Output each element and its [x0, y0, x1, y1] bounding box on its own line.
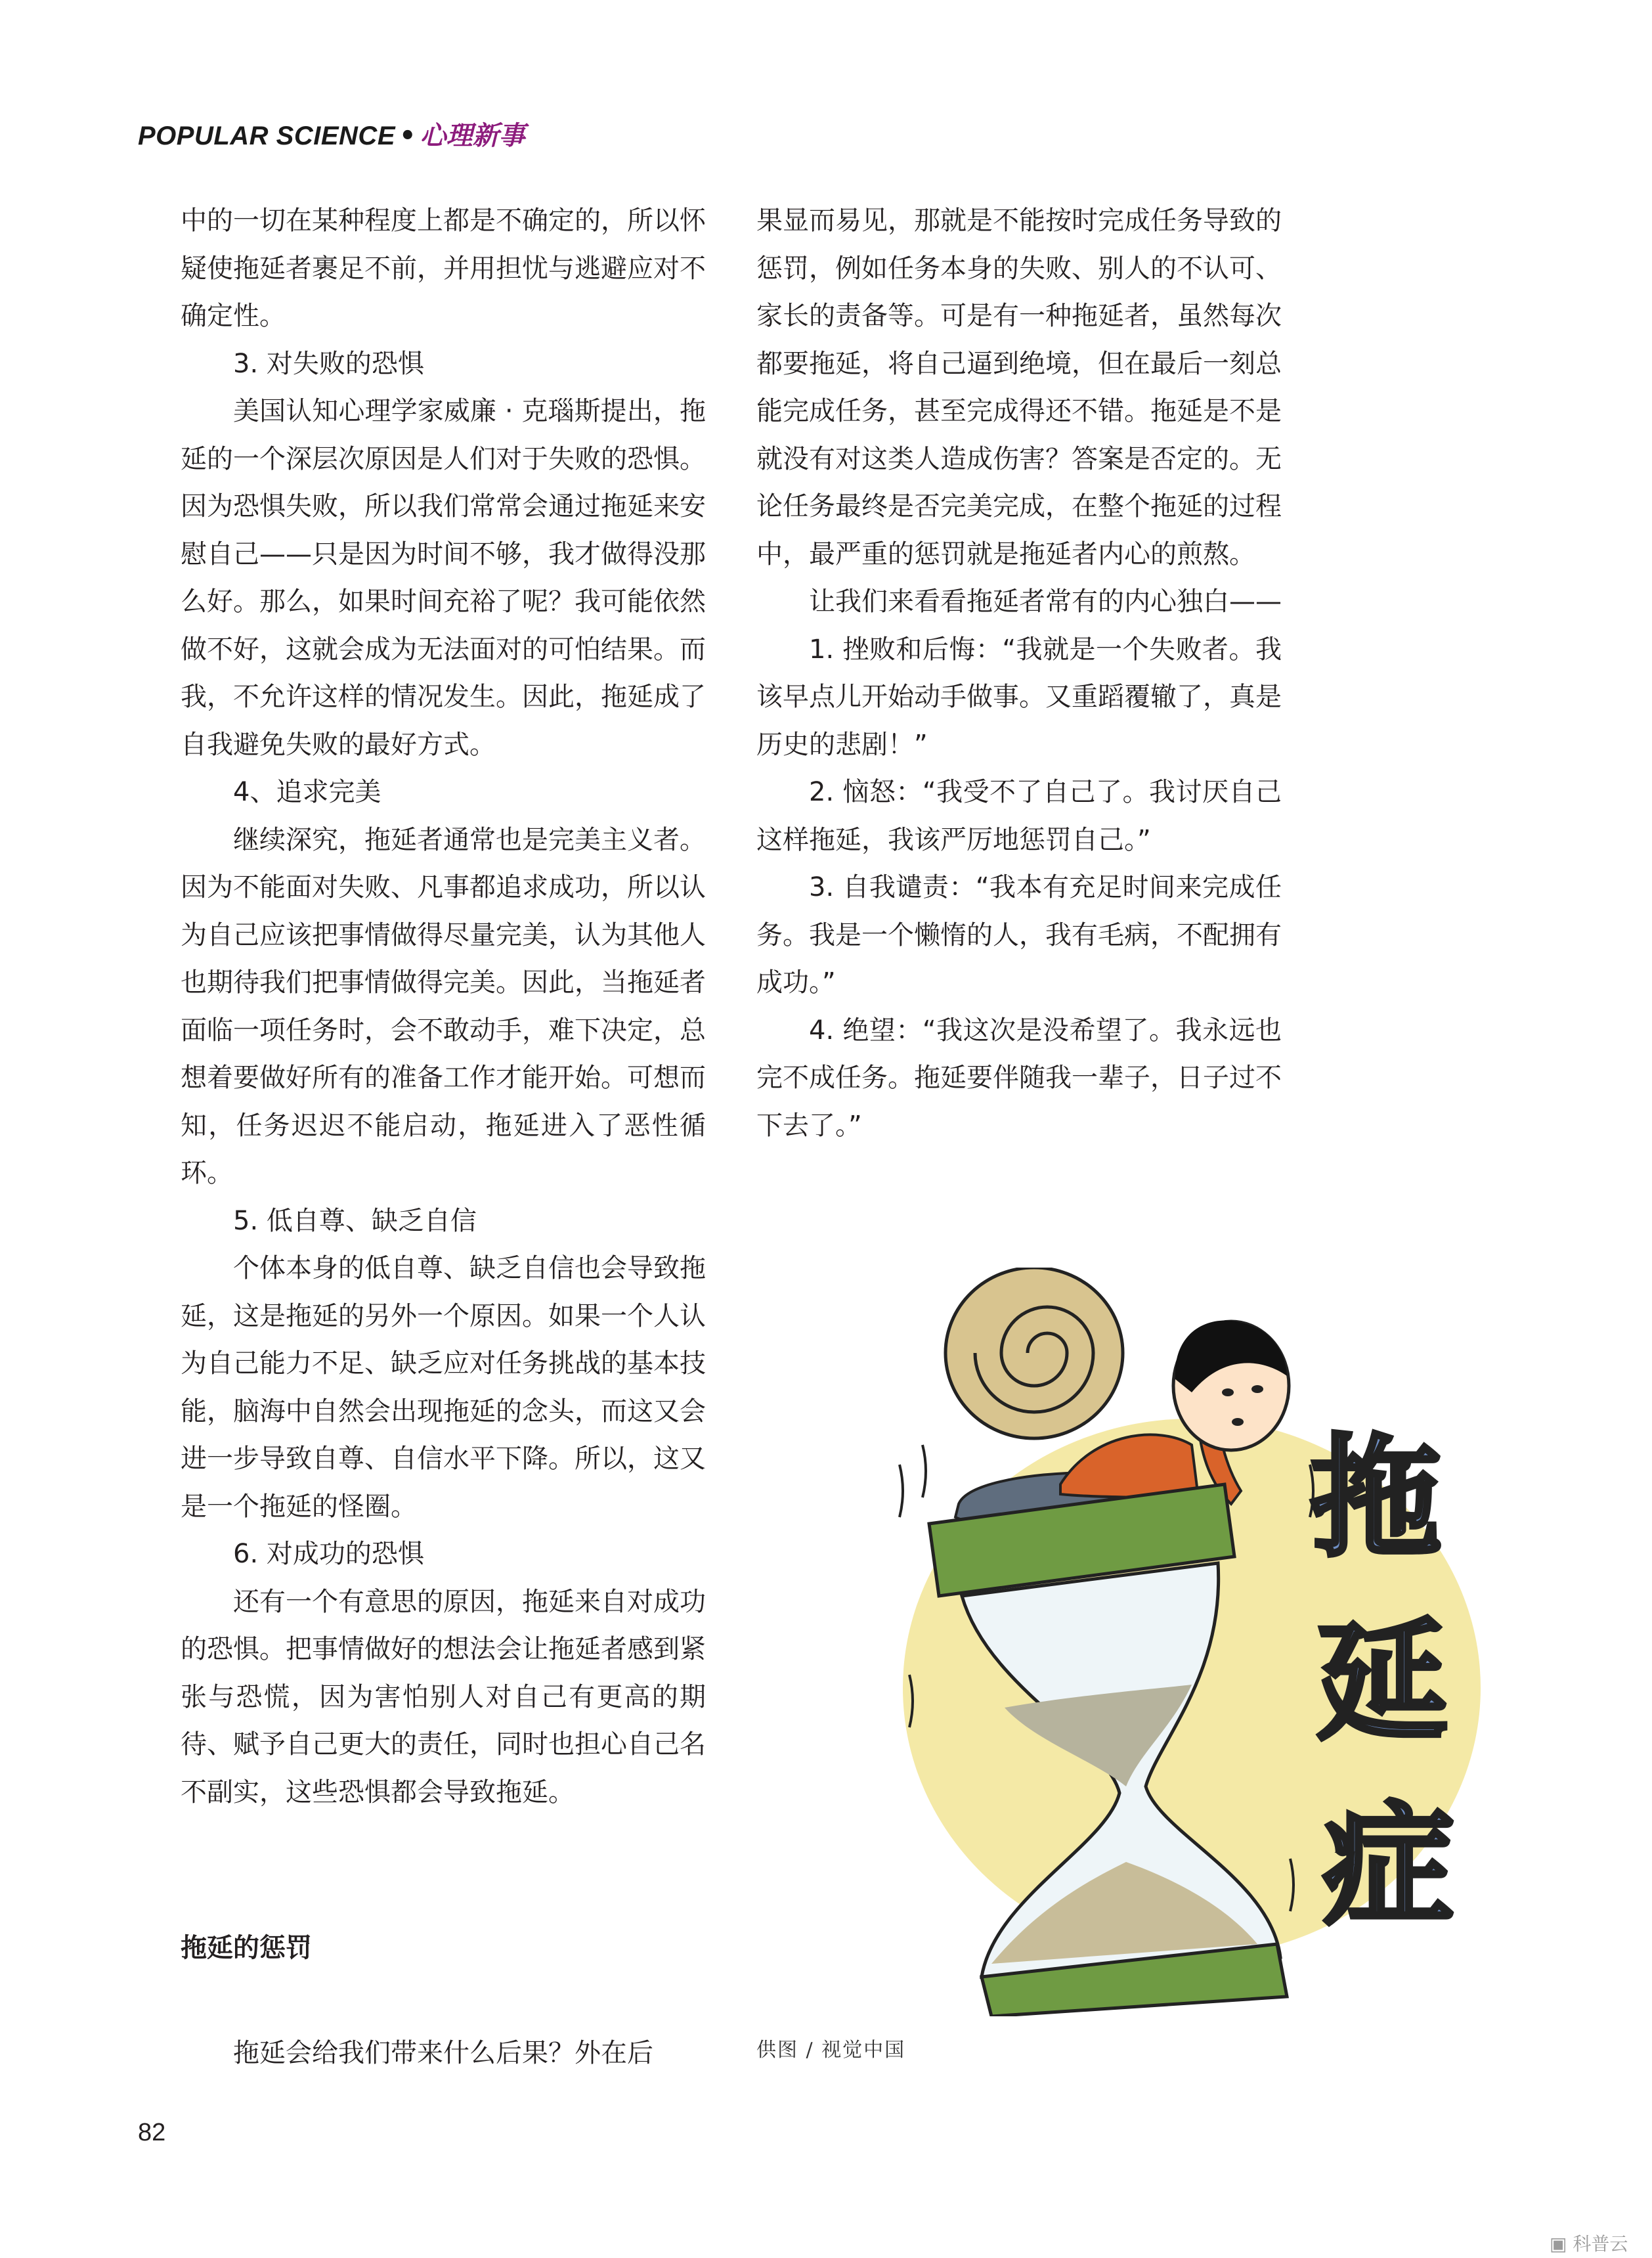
person-eye — [1222, 1388, 1234, 1396]
paragraph: 美国认知心理学家威廉 · 克瑙斯提出，拖延的一个深层次原因是人们对于失败的恐惧。因为恐惧失败，所以我们常常会通过拖延来安慰自己——只是因为时间不够，我才做得没那么好。那么，如果时间充裕了呢？我可能依然做不好，这就会成为无法面对的可怕结果。而我，不允许这样的情况发生。因此，拖延成了自我避免失败的最好方式。 — [181, 396, 706, 760]
quote-item: 3. 自我谴责：“我本有充足时间来完成任务。我是一个懒惰的人，我有毛病，不配拥有成功。” — [756, 872, 1282, 998]
paragraph: 果显而易见，那就是不能按时完成任务导致的惩罚，例如任务本身的失败、别人的不认可、家长的责备等。可是有一种拖延者，虽然每次都要拖延，将自己逼到绝境，但在最后一刻总能完成任务，甚至完成得还不错。拖延是不是就没有对这类人造成伤害？答案是否定的。无论任务最终是否完美完成，在整个拖延的过程中，最严重的惩罚就是拖延者内心的煎熬。 — [756, 206, 1282, 569]
source-watermark — [1550, 2230, 1628, 2256]
paragraph: 个体本身的低自尊、缺乏自信也会导致拖延，这是拖延的另外一个原因。如果一个人认为自己能力不足、缺乏应对任务挑战的基本技能，脑海中自然会出现拖延的念头，而这又会进一步导致自尊、自信水平下降。所以，这又是一个拖延的怪圈。 — [181, 1253, 706, 1522]
title-char: 症 — [1323, 1790, 1455, 1943]
title-char: 拖 — [1310, 1422, 1442, 1575]
quote-item: 4. 绝望：“我这次是没希望了。我永远也完不成任务。拖延要伴随我一辈子，日子过不下去了。” — [756, 1015, 1282, 1141]
paragraph: 让我们来看看拖延者常有的内心独白—— — [809, 587, 1282, 617]
right-column — [756, 197, 1282, 1149]
paragraph: 还有一个有意思的原因，拖延来自对成功的恐惧。把事情做好的想法会让拖延者感到紧张与恐慌，因为害怕别人对自己有更高的期待、赋予自己更大的责任，同时也担心自己名不副实，这些恐惧都会导致拖延。 — [181, 1586, 706, 1807]
watermark-icon: ▣ — [1550, 2233, 1567, 2255]
left-column — [181, 197, 706, 1816]
paragraph: 拖延会给我们带来什么后果？外在后 — [233, 2038, 653, 2068]
hourglass-cartoon-image — [883, 1268, 1481, 2016]
watermark-text: 科普云 — [1573, 2233, 1628, 2255]
list-heading: 3. 对失败的恐惧 — [233, 348, 424, 379]
list-heading: 4、追求完美 — [233, 777, 381, 807]
quote-item: 2. 恼怒：“我受不了自己了。我讨厌自己这样拖延，我该严厉地惩罚自己。” — [756, 777, 1282, 855]
quote-item: 1. 挫败和后悔：“我就是一个失败者。我该早点儿开始动手做事。又重蹈覆辙了，真是历史的悲剧！” — [756, 634, 1282, 760]
magazine-name: POPULAR SCIENCE — [138, 122, 395, 150]
running-header — [138, 120, 525, 152]
header-separator: • — [399, 121, 416, 151]
title-char: 延 — [1316, 1606, 1448, 1759]
title-text — [1310, 1422, 1454, 1943]
page-number: 82 — [138, 2119, 166, 2146]
section-name: 心理新事 — [420, 121, 525, 151]
paragraph: 中的一切在某种程度上都是不确定的，所以怀疑使拖延者裹足不前，并用担忧与逃避应对不确定性。 — [181, 206, 706, 331]
section-subheading: 拖延的惩罚 — [181, 1933, 312, 1963]
image-credit: 供图 / 视觉中国 — [756, 2039, 906, 2062]
procrastination-illustration — [883, 1268, 1481, 2016]
list-heading: 6. 对成功的恐惧 — [233, 1539, 424, 1569]
list-heading: 5. 低自尊、缺乏自信 — [233, 1205, 477, 1236]
paragraph: 继续深究，拖延者通常也是完美主义者。因为不能面对失败、凡事都追求成功，所以认为自己应该把事情做得尽量完美，认为其他人也期待我们把事情做得完美。因此，当拖延者面临一项任务时，会不敢动手，难下决定，总想着要做好所有的准备工作才能开始。可想而知，任务迟迟不能启动，拖延进入了恶性循环。 — [181, 824, 706, 1188]
person-eye — [1251, 1385, 1263, 1393]
person-mouth — [1232, 1418, 1244, 1426]
